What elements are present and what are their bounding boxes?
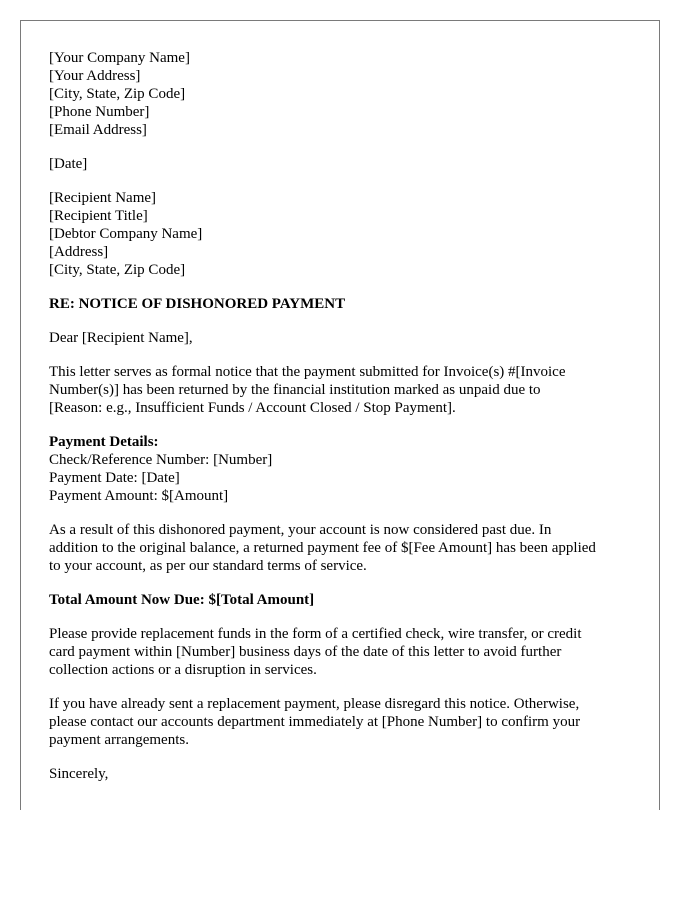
notice-line-3: [Reason: e.g., Insufficient Funds / Account Closed / Stop Payment]. [49, 400, 456, 416]
letter-body [49, 49, 639, 799]
recipient-title: [Recipient Title] [49, 208, 148, 224]
contact-line-1: If you have already sent a replacement payment, please disregard this notice. Otherwise, [49, 696, 580, 712]
past-due-paragraph [49, 521, 639, 575]
payment-details-block [49, 433, 639, 505]
notice-line-2: Number(s)] has been returned by the financial institution marked as unpaid due to [49, 382, 541, 398]
sender-address: [Your Address] [49, 68, 141, 84]
salutation: Dear [Recipient Name], [49, 330, 193, 346]
subject-line: RE: NOTICE OF DISHONORED PAYMENT [49, 296, 346, 312]
past-due-line-3: to your account, as per our standard terms of service. [49, 558, 367, 574]
contact-line-3: payment arrangements. [49, 732, 189, 748]
replacement-line-2: card payment within [Number] business days of the date of this letter to avoid further [49, 644, 562, 660]
recipient-name: [Recipient Name] [49, 190, 157, 206]
replacement-line-3: collection actions or a disruption in services. [49, 662, 317, 678]
recipient-city-state-zip: [City, State, Zip Code] [49, 262, 186, 278]
date-block [49, 155, 639, 173]
check-reference-number: Check/Reference Number: [Number] [49, 452, 273, 468]
notice-paragraph [49, 363, 639, 417]
past-due-line-2: addition to the original balance, a returned payment fee of $[Fee Amount] has been applied [49, 540, 596, 556]
payment-amount: Payment Amount: $[Amount] [49, 488, 229, 504]
letter-page [20, 20, 660, 810]
sender-phone: [Phone Number] [49, 104, 150, 120]
sender-company: [Your Company Name] [49, 50, 190, 66]
replacement-funds-paragraph [49, 625, 639, 679]
closing: Sincerely, [49, 766, 109, 782]
recipient-company: [Debtor Company Name] [49, 226, 203, 242]
contact-line-2: please contact our accounts department immediately at [Phone Number] to confirm your [49, 714, 581, 730]
contact-paragraph [49, 695, 639, 749]
payment-date: Payment Date: [Date] [49, 470, 180, 486]
sender-city-state-zip: [City, State, Zip Code] [49, 86, 186, 102]
replacement-line-1: Please provide replacement funds in the form of a certified check, wire transfer, or credit [49, 626, 582, 642]
notice-line-1: This letter serves as formal notice that the payment submitted for Invoice(s) #[Invoice [49, 364, 566, 380]
recipient-address: [Address] [49, 244, 109, 260]
sender-email: [Email Address] [49, 122, 147, 138]
letter-date: [Date] [49, 156, 88, 172]
past-due-line-1: As a result of this dishonored payment, your account is now considered past due. In [49, 522, 552, 538]
recipient-block [49, 189, 639, 279]
sender-block [49, 49, 639, 139]
payment-details-heading: Payment Details: [49, 434, 159, 450]
total-amount-due: Total Amount Now Due: $[Total Amount] [49, 592, 315, 608]
